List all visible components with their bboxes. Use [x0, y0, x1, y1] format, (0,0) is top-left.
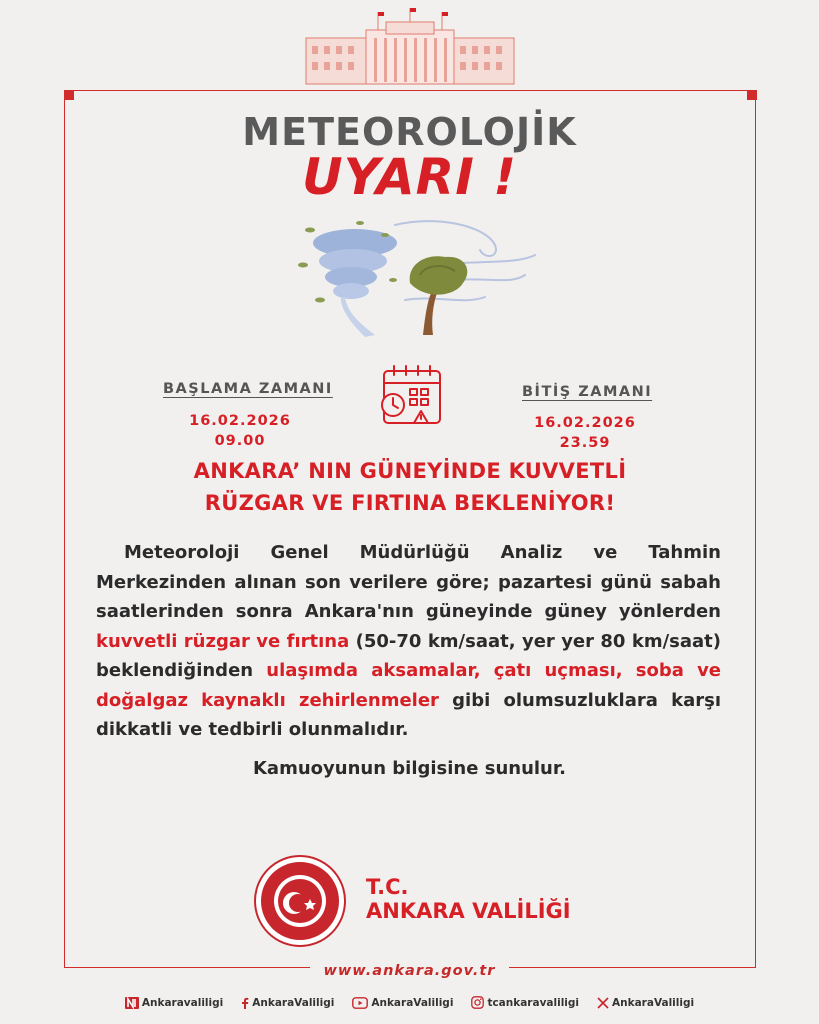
public-notice: Kamuoyunun bilgisine sunulur. — [252, 758, 567, 779]
social-handle: AnkaraValiligi — [371, 996, 454, 1009]
start-time-label: BAŞLAMA ZAMANI — [163, 381, 333, 397]
title-uyari: UYARI ! — [301, 148, 518, 206]
body-text: Meteoroloji Genel Müdürlüğü Analiz ve Tahmin Merkezinden alınan son verilere göre; pazartesi günü sabah saatlerinden sonra Ankara'nın güneyinde güney yönlerden — [96, 542, 721, 622]
org-tc: T.C. — [366, 875, 409, 899]
website-link[interactable]: www.ankara.gov.tr — [310, 963, 510, 979]
calendar-clock-icon — [376, 363, 444, 427]
body-text — [96, 542, 124, 563]
body-highlight: ulaşımda aksamalar, çatı uçması, soba ve doğalgaz kaynaklı zehirlenmeler — [96, 660, 722, 711]
end-date: 16.02.2026 — [534, 415, 636, 431]
social-links — [0, 996, 819, 1009]
social-handle: tcankaravaliligi — [487, 996, 580, 1009]
youtube-icon — [352, 997, 368, 1009]
social-handle: Ankaravaliligi — [141, 996, 224, 1009]
start-date: 16.02.2026 — [189, 413, 291, 429]
social-handle: AnkaraValiligi — [252, 996, 335, 1009]
social-youtube[interactable] — [352, 996, 453, 1009]
title-meteorolojik: METEOROLOJİK — [242, 110, 577, 154]
end-hour: 23.59 — [559, 435, 611, 451]
website-row — [0, 960, 819, 979]
end-time-label: BİTİŞ ZAMANI — [522, 384, 653, 400]
social-handle: AnkaraValiligi — [612, 996, 695, 1009]
start-hour: 09.00 — [214, 433, 266, 449]
social-nsosyal[interactable] — [125, 996, 223, 1009]
body-text: (50-70 km/saat, yer yer 80 km/saat) beklendiğinden — [96, 630, 721, 681]
warning-body — [96, 538, 721, 745]
x-icon — [597, 997, 609, 1009]
storm-tornado-icon — [285, 205, 540, 345]
nsosyal-icon — [125, 997, 139, 1009]
social-facebook[interactable] — [241, 996, 334, 1009]
end-time-value — [515, 413, 655, 453]
headline-line2: RÜZGAR VE FIRTINA BEKLENİYOR! — [204, 491, 616, 515]
warning-headline — [90, 455, 730, 519]
headline-line1: ANKARA’ NIN GÜNEYİNDE KUVVETLİ — [193, 459, 627, 483]
org-name: ANKARA VALİLİĞİ — [366, 899, 571, 923]
government-building-icon — [300, 8, 520, 88]
body-highlight: kuvvetli rüzgar ve fırtına — [96, 630, 350, 652]
start-time-value — [170, 411, 310, 451]
social-x[interactable] — [597, 996, 694, 1009]
valilik-seal-logo — [254, 855, 346, 947]
frame-corner — [64, 90, 74, 100]
body-text: gibi olumsuzluklara karşı dikkatli ve tedbirli olunmalıdır. — [96, 689, 721, 740]
frame-corner — [747, 90, 757, 100]
facebook-icon — [241, 997, 249, 1009]
social-instagram[interactable] — [471, 996, 579, 1009]
instagram-icon — [471, 996, 484, 1009]
